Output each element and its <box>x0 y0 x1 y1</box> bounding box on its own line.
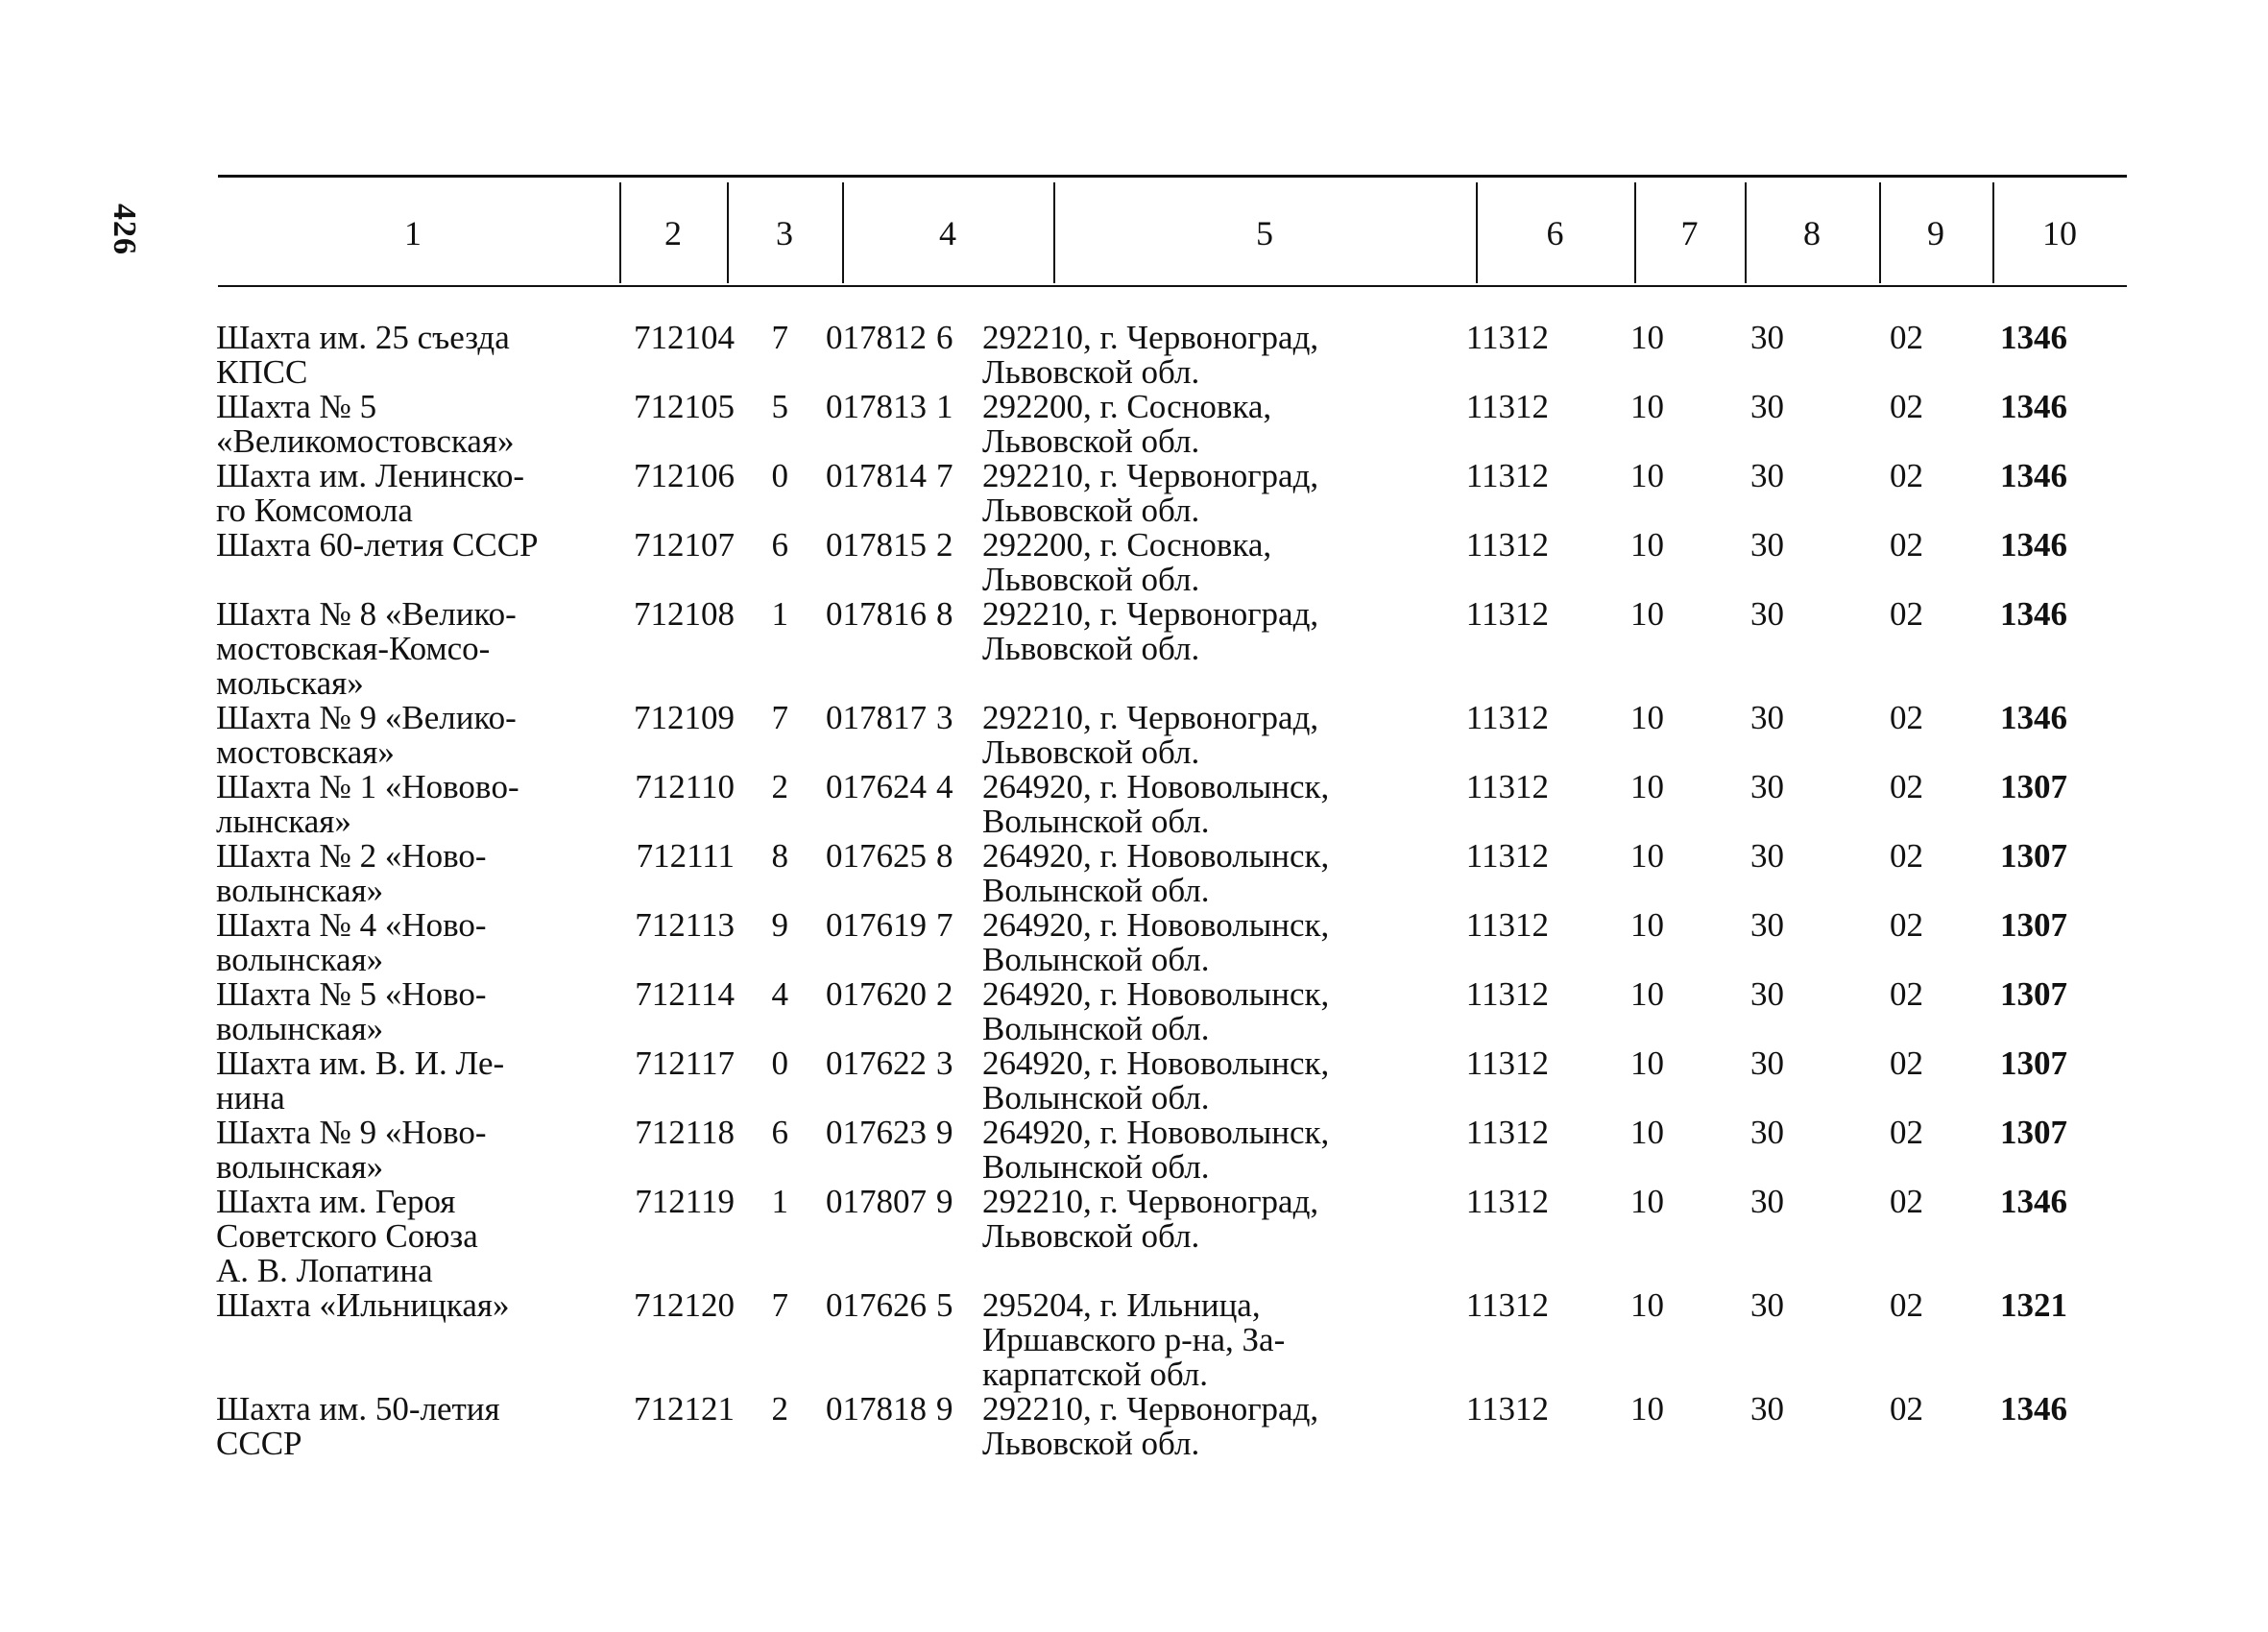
col-7-value: 10 <box>1630 975 1664 1013</box>
col-8-value: 30 <box>1750 699 1784 736</box>
check-digit: 7 <box>771 319 788 356</box>
address: 292210, г. Червоноград, Львовской обл. <box>982 1390 1319 1462</box>
col-6-value: 11312 <box>1465 457 1549 494</box>
okpo-code: 017807 <box>826 1183 927 1220</box>
enterprise-name: Шахта им. Ленинско- го Комсомола <box>216 457 524 529</box>
header-col-9: 9 <box>1927 214 1944 252</box>
address: 292200, г. Сосновка, Львовской обл. <box>982 526 1272 598</box>
col-7-value: 10 <box>1630 1044 1664 1082</box>
enterprise-code: 712110 <box>635 768 735 805</box>
okpo-check-digit: 3 <box>936 1044 953 1082</box>
header-col-6: 6 <box>1546 214 1564 252</box>
col-10-value: 1321 <box>2000 1286 2067 1324</box>
table-row <box>206 1046 2127 1116</box>
col-9-value: 02 <box>1890 1114 1923 1151</box>
table-row <box>206 390 2127 459</box>
col-7-value: 10 <box>1630 837 1664 875</box>
enterprise-name: Шахта им. 50-летия СССР <box>216 1390 500 1462</box>
table-row <box>206 1116 2127 1185</box>
okpo-code: 017626 <box>826 1286 927 1324</box>
okpo-code: 017815 <box>826 526 927 564</box>
address: 295204, г. Ильница, Иршавского р-на, За- карпатской обл. <box>982 1286 1286 1393</box>
col-9-value: 02 <box>1890 1390 1923 1428</box>
col-7-value: 10 <box>1630 319 1664 356</box>
okpo-check-digit: 8 <box>936 595 953 633</box>
col-10-value: 1346 <box>2000 1390 2067 1428</box>
col-6-value: 11312 <box>1465 1183 1549 1220</box>
col-8-value: 30 <box>1750 319 1784 356</box>
enterprise-code: 712113 <box>635 906 735 944</box>
okpo-code: 017625 <box>826 837 927 875</box>
enterprise-code: 712109 <box>634 699 735 736</box>
table-row <box>206 528 2127 597</box>
page-number: 426 <box>107 204 142 255</box>
okpo-check-digit: 2 <box>936 526 953 564</box>
col-7-value: 10 <box>1630 1286 1664 1324</box>
okpo-code: 017814 <box>826 457 927 494</box>
check-digit: 1 <box>771 595 788 633</box>
col-9-value: 02 <box>1890 906 1923 944</box>
table-row <box>206 1288 2127 1392</box>
table-row <box>206 597 2127 701</box>
col-8-value: 30 <box>1750 1044 1784 1082</box>
okpo-check-digit: 8 <box>936 837 953 875</box>
col-10-value: 1307 <box>2000 906 2067 944</box>
col-8-value: 30 <box>1750 457 1784 494</box>
col-8-value: 30 <box>1750 1390 1784 1428</box>
address: 292200, г. Сосновка, Львовской обл. <box>982 388 1272 460</box>
col-9-value: 02 <box>1890 837 1923 875</box>
okpo-code: 017622 <box>826 1044 927 1082</box>
address: 264920, г. Нововолынск, Волынской обл. <box>982 837 1330 909</box>
okpo-code: 017817 <box>826 699 927 736</box>
okpo-check-digit: 2 <box>936 975 953 1013</box>
okpo-check-digit: 7 <box>936 457 953 494</box>
address: 292210, г. Червоноград, Львовской обл. <box>982 319 1319 391</box>
col-6-value: 11312 <box>1465 1390 1549 1428</box>
col-8-value: 30 <box>1750 526 1784 564</box>
col-6-value: 11312 <box>1465 975 1549 1013</box>
okpo-check-digit: 5 <box>936 1286 953 1324</box>
col-7-value: 10 <box>1630 388 1664 425</box>
okpo-check-digit: 6 <box>936 319 953 356</box>
table-row <box>206 1185 2127 1288</box>
col-6-value: 11312 <box>1465 699 1549 736</box>
check-digit: 0 <box>771 457 788 494</box>
enterprise-code: 712121 <box>634 1390 735 1428</box>
address: 264920, г. Нововолынск, Волынской обл. <box>982 1044 1330 1116</box>
col-8-value: 30 <box>1750 1183 1784 1220</box>
okpo-code: 017623 <box>826 1114 927 1151</box>
address: 264920, г. Нововолынск, Волынской обл. <box>982 1114 1330 1186</box>
col-9-value: 02 <box>1890 975 1923 1013</box>
address: 292210, г. Червоноград, Львовской обл. <box>982 699 1319 771</box>
col-6-value: 11312 <box>1465 1044 1549 1082</box>
okpo-code: 017812 <box>826 319 927 356</box>
okpo-check-digit: 1 <box>936 388 953 425</box>
col-6-value: 11312 <box>1465 388 1549 425</box>
col-9-value: 02 <box>1890 526 1923 564</box>
col-8-value: 30 <box>1750 1286 1784 1324</box>
col-8-value: 30 <box>1750 595 1784 633</box>
col-10-value: 1346 <box>2000 1183 2067 1220</box>
header-col-4: 4 <box>939 214 956 252</box>
col-10-value: 1307 <box>2000 768 2067 805</box>
table-body <box>206 321 2127 1461</box>
col-10-value: 1307 <box>2000 837 2067 875</box>
check-digit: 5 <box>771 388 788 425</box>
col-7-value: 10 <box>1630 699 1664 736</box>
okpo-code: 017620 <box>826 975 927 1013</box>
col-6-value: 11312 <box>1465 595 1549 633</box>
table-row <box>206 839 2127 908</box>
enterprise-code: 712104 <box>634 319 735 356</box>
address: 264920, г. Нововолынск, Волынской обл. <box>982 975 1330 1047</box>
header-col-5: 5 <box>1256 214 1273 252</box>
check-digit: 7 <box>771 699 788 736</box>
col-7-value: 10 <box>1630 906 1664 944</box>
enterprise-name: Шахта им. Героя Советского Союза А. В. Лопатина <box>216 1183 478 1289</box>
col-10-value: 1346 <box>2000 699 2067 736</box>
col-9-value: 02 <box>1890 1044 1923 1082</box>
okpo-code: 017816 <box>826 595 927 633</box>
col-10-value: 1346 <box>2000 457 2067 494</box>
enterprise-code: 712118 <box>635 1114 735 1151</box>
check-digit: 7 <box>771 1286 788 1324</box>
enterprise-code: 712111 <box>636 837 735 875</box>
enterprise-name: Шахта № 9 «Велико- мостовская» <box>216 699 517 771</box>
enterprise-code: 712106 <box>634 457 735 494</box>
check-digit: 6 <box>771 1114 788 1151</box>
address: 292210, г. Червоноград, Львовской обл. <box>982 457 1319 529</box>
col-8-value: 30 <box>1750 1114 1784 1151</box>
col-7-value: 10 <box>1630 768 1664 805</box>
col-9-value: 02 <box>1890 388 1923 425</box>
col-10-value: 1346 <box>2000 595 2067 633</box>
header-col-7: 7 <box>1680 214 1699 252</box>
header-col-3: 3 <box>776 214 793 252</box>
table-row <box>206 770 2127 839</box>
col-10-value: 1346 <box>2000 388 2067 425</box>
enterprise-name: Шахта № 8 «Велико- мостовская-Комсо- мольская» <box>216 595 517 702</box>
enterprise-code: 712117 <box>635 1044 735 1082</box>
col-9-value: 02 <box>1890 457 1923 494</box>
enterprise-code: 712107 <box>634 526 735 564</box>
col-6-value: 11312 <box>1465 768 1549 805</box>
enterprise-code: 712108 <box>634 595 735 633</box>
col-6-value: 11312 <box>1465 906 1549 944</box>
enterprise-name: Шахта № 1 «Нововo- лынская» <box>216 768 519 840</box>
col-7-value: 10 <box>1630 1390 1664 1428</box>
okpo-check-digit: 3 <box>936 699 953 736</box>
enterprise-name: Шахта 60-летия СССР <box>216 526 539 564</box>
col-7-value: 10 <box>1630 1114 1664 1151</box>
table-row <box>206 321 2127 390</box>
col-9-value: 02 <box>1890 699 1923 736</box>
check-digit: 1 <box>771 1183 788 1220</box>
col-9-value: 02 <box>1890 319 1923 356</box>
col-7-value: 10 <box>1630 1183 1664 1220</box>
col-6-value: 11312 <box>1465 1286 1549 1324</box>
address: 264920, г. Нововолынск, Волынской обл. <box>982 768 1330 840</box>
header-col-8: 8 <box>1803 214 1821 252</box>
col-10-value: 1346 <box>2000 526 2067 564</box>
check-digit: 9 <box>771 906 788 944</box>
header-col-1: 1 <box>404 214 422 252</box>
col-8-value: 30 <box>1750 388 1784 425</box>
table-row <box>206 977 2127 1046</box>
okpo-check-digit: 4 <box>936 768 953 805</box>
col-10-value: 1307 <box>2000 1044 2067 1082</box>
enterprise-code: 712114 <box>635 975 735 1013</box>
col-8-value: 30 <box>1750 975 1784 1013</box>
enterprise-name: Шахта им. 25 съезда КПСС <box>216 319 510 391</box>
col-8-value: 30 <box>1750 768 1784 805</box>
col-9-value: 02 <box>1890 1183 1923 1220</box>
okpo-check-digit: 9 <box>936 1390 953 1428</box>
col-6-value: 11312 <box>1465 526 1549 564</box>
okpo-code: 017813 <box>826 388 927 425</box>
col-6-value: 11312 <box>1465 319 1549 356</box>
check-digit: 8 <box>771 837 788 875</box>
check-digit: 4 <box>771 975 788 1013</box>
enterprise-code: 712119 <box>635 1183 735 1220</box>
address: 264920, г. Нововолынск, Волынской обл. <box>982 906 1330 978</box>
enterprise-name: Шахта № 5 «Ново- волынская» <box>216 975 487 1047</box>
header-col-10: 10 <box>2042 214 2077 252</box>
okpo-check-digit: 7 <box>936 906 953 944</box>
okpo-code: 017818 <box>826 1390 927 1428</box>
table-header-rule <box>218 285 2127 287</box>
check-digit: 0 <box>771 1044 788 1082</box>
col-6-value: 11312 <box>1465 1114 1549 1151</box>
col-7-value: 10 <box>1630 595 1664 633</box>
enterprise-name: Шахта № 9 «Ново- волынская» <box>216 1114 487 1186</box>
okpo-check-digit: 9 <box>936 1183 953 1220</box>
table-row <box>206 459 2127 528</box>
okpo-code: 017619 <box>826 906 927 944</box>
col-10-value: 1307 <box>2000 1114 2067 1151</box>
enterprise-name: Шахта «Ильницкая» <box>216 1286 510 1324</box>
enterprise-code: 712120 <box>634 1286 735 1324</box>
col-8-value: 30 <box>1750 906 1784 944</box>
address: 292210, г. Червоноград, Львовской обл. <box>982 1183 1319 1255</box>
enterprise-name: Шахта № 4 «Ново- волынская» <box>216 906 487 978</box>
okpo-code: 017624 <box>826 768 927 805</box>
check-digit: 2 <box>771 1390 788 1428</box>
col-9-value: 02 <box>1890 595 1923 633</box>
header-col-2: 2 <box>664 214 682 252</box>
okpo-check-digit: 9 <box>936 1114 953 1151</box>
col-10-value: 1346 <box>2000 319 2067 356</box>
col-7-value: 10 <box>1630 457 1664 494</box>
enterprise-name: Шахта им. В. И. Ле- нина <box>216 1044 505 1116</box>
enterprise-name: Шахта № 2 «Ново- волынская» <box>216 837 487 909</box>
address: 292210, г. Червоноград, Львовской обл. <box>982 595 1319 667</box>
check-digit: 2 <box>771 768 788 805</box>
col-7-value: 10 <box>1630 526 1664 564</box>
table-row <box>206 1392 2127 1461</box>
col-9-value: 02 <box>1890 1286 1923 1324</box>
enterprise-code: 712105 <box>634 388 735 425</box>
col-8-value: 30 <box>1750 837 1784 875</box>
col-9-value: 02 <box>1890 768 1923 805</box>
table-row <box>206 908 2127 977</box>
table-header <box>206 175 2127 288</box>
check-digit: 6 <box>771 526 788 564</box>
col-10-value: 1307 <box>2000 975 2067 1013</box>
col-6-value: 11312 <box>1465 837 1549 875</box>
enterprise-name: Шахта № 5 «Великомостовская» <box>216 388 515 460</box>
table-row <box>206 701 2127 770</box>
